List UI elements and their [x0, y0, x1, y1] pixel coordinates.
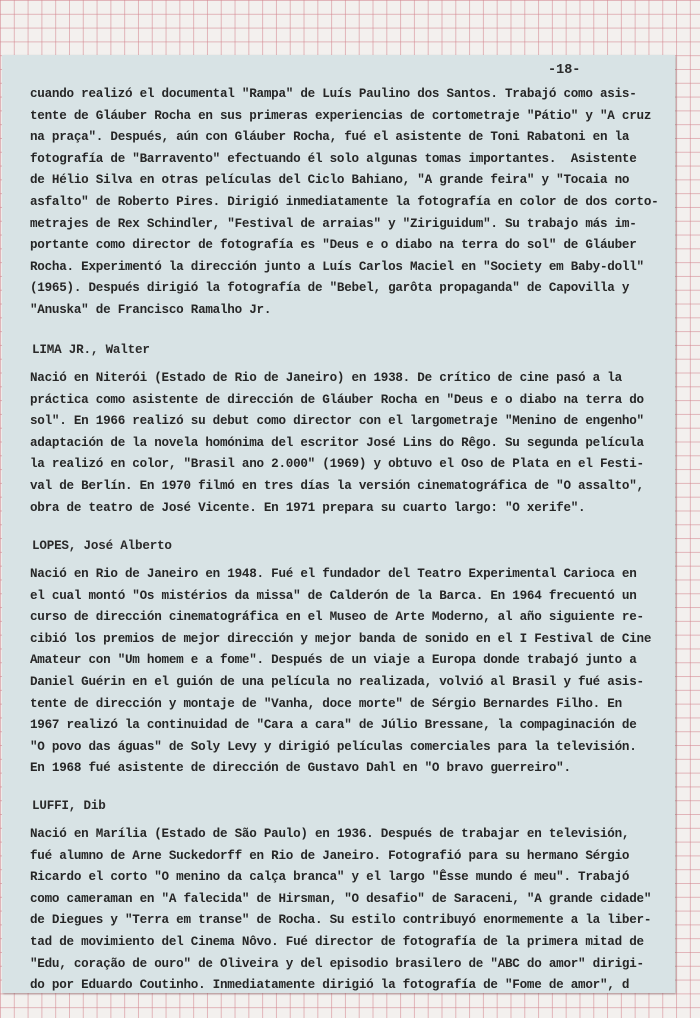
text-line: fué alumno de Arne Suckedorff en Rio de Janeiro. Fotografió para su hermano Sérgio: [30, 848, 630, 863]
typewritten-page: [2, 55, 675, 993]
text-line: Amateur con "Um homem e a fome". Después de un viaje a Europa donde trabajó junto a: [30, 653, 637, 668]
text-line: la realizó en color, "Brasil ano 2.000" (1969) y obtuvo el Oso de Plata en el Festi-: [30, 457, 644, 472]
text-line: de Diegues y "Terra em transe" de Rocha. Su estilo contribuyó enormemente a la liber-: [30, 913, 652, 928]
text-line: fotografía de "Barravento" efectuando él solo algunas tomas importantes. Asistente: [30, 151, 637, 166]
continuation-paragraph: [30, 84, 675, 322]
page-number: -18-: [548, 63, 581, 78]
text-line: "O povo das águas" de Soly Levy y dirigió películas comerciales para la televisión.: [30, 739, 637, 754]
text-line: de Hélio Silva en otras películas del Ciclo Bahiano, "A grande feira" y "Tocaia no: [30, 173, 630, 188]
text-line: adaptación de la novela homónima del escritor José Lins do Rêgo. Su segunda película: [30, 435, 644, 450]
text-line: cibió los premios de mejor dirección y mejor banda de sonido en el I Festival de Cine: [30, 631, 652, 646]
text-line: curso de dirección cinematográfica en el Museo de Arte Moderno, al año siguiente re-: [30, 610, 644, 625]
entry-heading-lopes: LOPES, José Alberto: [32, 539, 172, 553]
text-line: como cameraman en "A falecida" de Hirsman, "O desafio" de Saraceni, "A grande cidade": [30, 891, 652, 906]
text-line: Rocha. Experimentó la dirección junto a Luís Carlos Maciel en "Society em Baby-doll": [30, 259, 644, 274]
text-line: Nació en Rio de Janeiro en 1948. Fué el fundador del Teatro Experimental Carioca en: [30, 567, 637, 581]
text-line: val de Berlín. En 1970 filmó en tres días la versión cinematográfica de "O assalto",: [30, 478, 644, 493]
text-line: En 1968 fué asistente de dirección de Gustavo Dahl en "O bravo guerreiro".: [30, 761, 571, 776]
text-line: Nació en Marília (Estado de São Paulo) en 1936. Después de trabajar en televisión,: [30, 827, 630, 841]
entry-body-lima: [30, 368, 675, 519]
text-line: (1965). Después dirigió la fotografía de "Bebel, garôta propaganda" de Capovilla y: [30, 281, 630, 296]
text-line: na praça". Después, aún con Gláuber Rocha, fué el asistente de Toni Rabatoni en la: [30, 130, 630, 145]
text-line: "Anuska" de Francisco Ramalho Jr.: [30, 302, 272, 317]
text-line: portante como director de fotografía es "Deus e o diabo na terra do sol" de Gláuber: [30, 238, 637, 253]
entry-heading-lima: LIMA JR., Walter: [32, 343, 150, 357]
text-line: tente de Gláuber Rocha en sus primeras experiencias de cortometraje "Pátio" y "A cruz: [30, 108, 652, 123]
entry-heading-luffi: LUFFI, Dib: [32, 799, 106, 813]
text-line: obra de teatro de José Vicente. En 1971 prepara su cuarto largo: "O xerife".: [30, 500, 586, 515]
text-line: tente de dirección y montaje de "Vanha, doce morte" de Sérgio Bernardes Filho. En: [30, 696, 622, 711]
text-line: Ricardo el corto "O menino da calça branca" y el largo "Êsse mundo é meu". Trabajó: [30, 870, 630, 885]
entry-body-lopes: [30, 564, 675, 780]
text-line: do por Eduardo Coutinho. Inmediatamente dirigió la fotografía de "Fome de amor", d: [30, 978, 630, 993]
text-line: asfalto" de Roberto Pires. Dirigió inmediatamente la fotografía en color de dos corto-: [30, 194, 659, 209]
text-line: Nació en Niterói (Estado de Rio de Janeiro) en 1938. De crítico de cine pasó a la: [30, 371, 622, 385]
text-line: el cual montó "Os mistérios da missa" de Calderón de la Barca. En 1964 frecuentó un: [30, 588, 637, 603]
entry-body-luffi: [30, 824, 675, 993]
text-line: "Edu, coração de ouro" de Oliveira y del episodio brasilero de "ABC do amor" dirigi-: [30, 956, 644, 971]
text-line: Daniel Guérin en el guión de una película no realizada, volvió al Brasil y fué asis-: [30, 674, 644, 689]
text-line: sol". En 1966 realizó su debut como director con el largometraje "Menino de engenho": [30, 414, 644, 429]
text-line: práctica como asistente de dirección de Gláuber Rocha en "Deus e o diabo na terra do: [30, 392, 644, 407]
text-line: cuando realizó el documental "Rampa" de Luís Paulino dos Santos. Trabajó como asis-: [30, 87, 637, 101]
text-line: 1967 realizó la continuidad de "Cara a cara" de Júlio Bressane, la compaginación de: [30, 718, 637, 733]
text-line: metrajes de Rex Schindler, "Festival de arraias" y "Ziriguidum". Su trabajo más im-: [30, 216, 637, 231]
text-line: tad de movimiento del Cinema Nôvo. Fué director de fotografía de la primera mitad de: [30, 934, 644, 949]
